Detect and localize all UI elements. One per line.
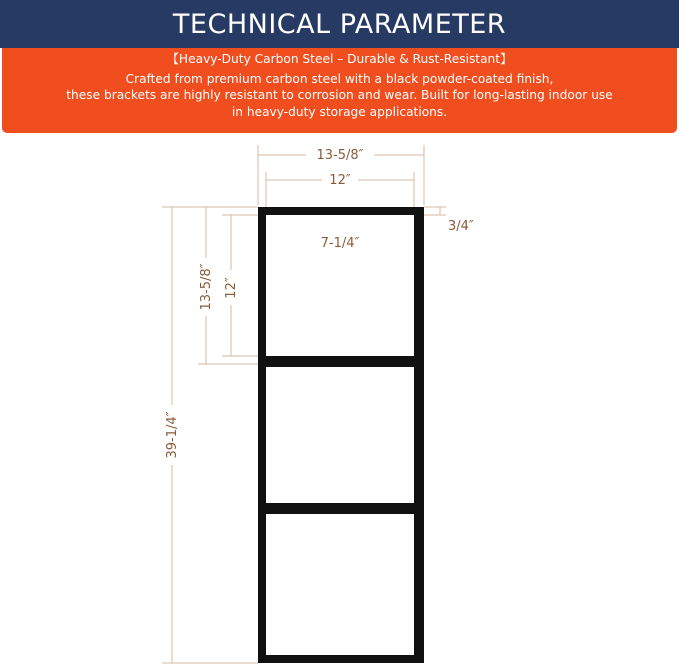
total-height-label: 39-1/4″: [165, 411, 180, 459]
banner-line-3: in heavy-duty storage applications.: [231, 104, 448, 119]
outer-width-label: 13-5/8″: [316, 148, 364, 163]
inner-height-label: 12″: [224, 277, 239, 299]
section-height-label: 13-5/8″: [199, 263, 214, 311]
inner-width-label: 12″: [329, 173, 351, 188]
bracket-frame: [258, 207, 424, 663]
banner-line-1: Crafted from premium carbon steel with a black powder-coated finish,: [125, 71, 554, 86]
page-title: TECHNICAL PARAMETER: [172, 8, 507, 40]
thickness-label: 3/4″: [448, 219, 474, 234]
crossbar-span-label: 7-1/4″: [320, 236, 360, 251]
frame-opening-middle: [266, 367, 414, 503]
banner-line-2: these brackets are highly resistant to corrosion and wear. Built for long-lasting indoor use: [66, 88, 613, 102]
frame-opening-bottom: [266, 514, 414, 655]
banner-headline: 【Heavy-Duty Carbon Steel – Durable & Rust-Resistant】: [166, 52, 513, 66]
